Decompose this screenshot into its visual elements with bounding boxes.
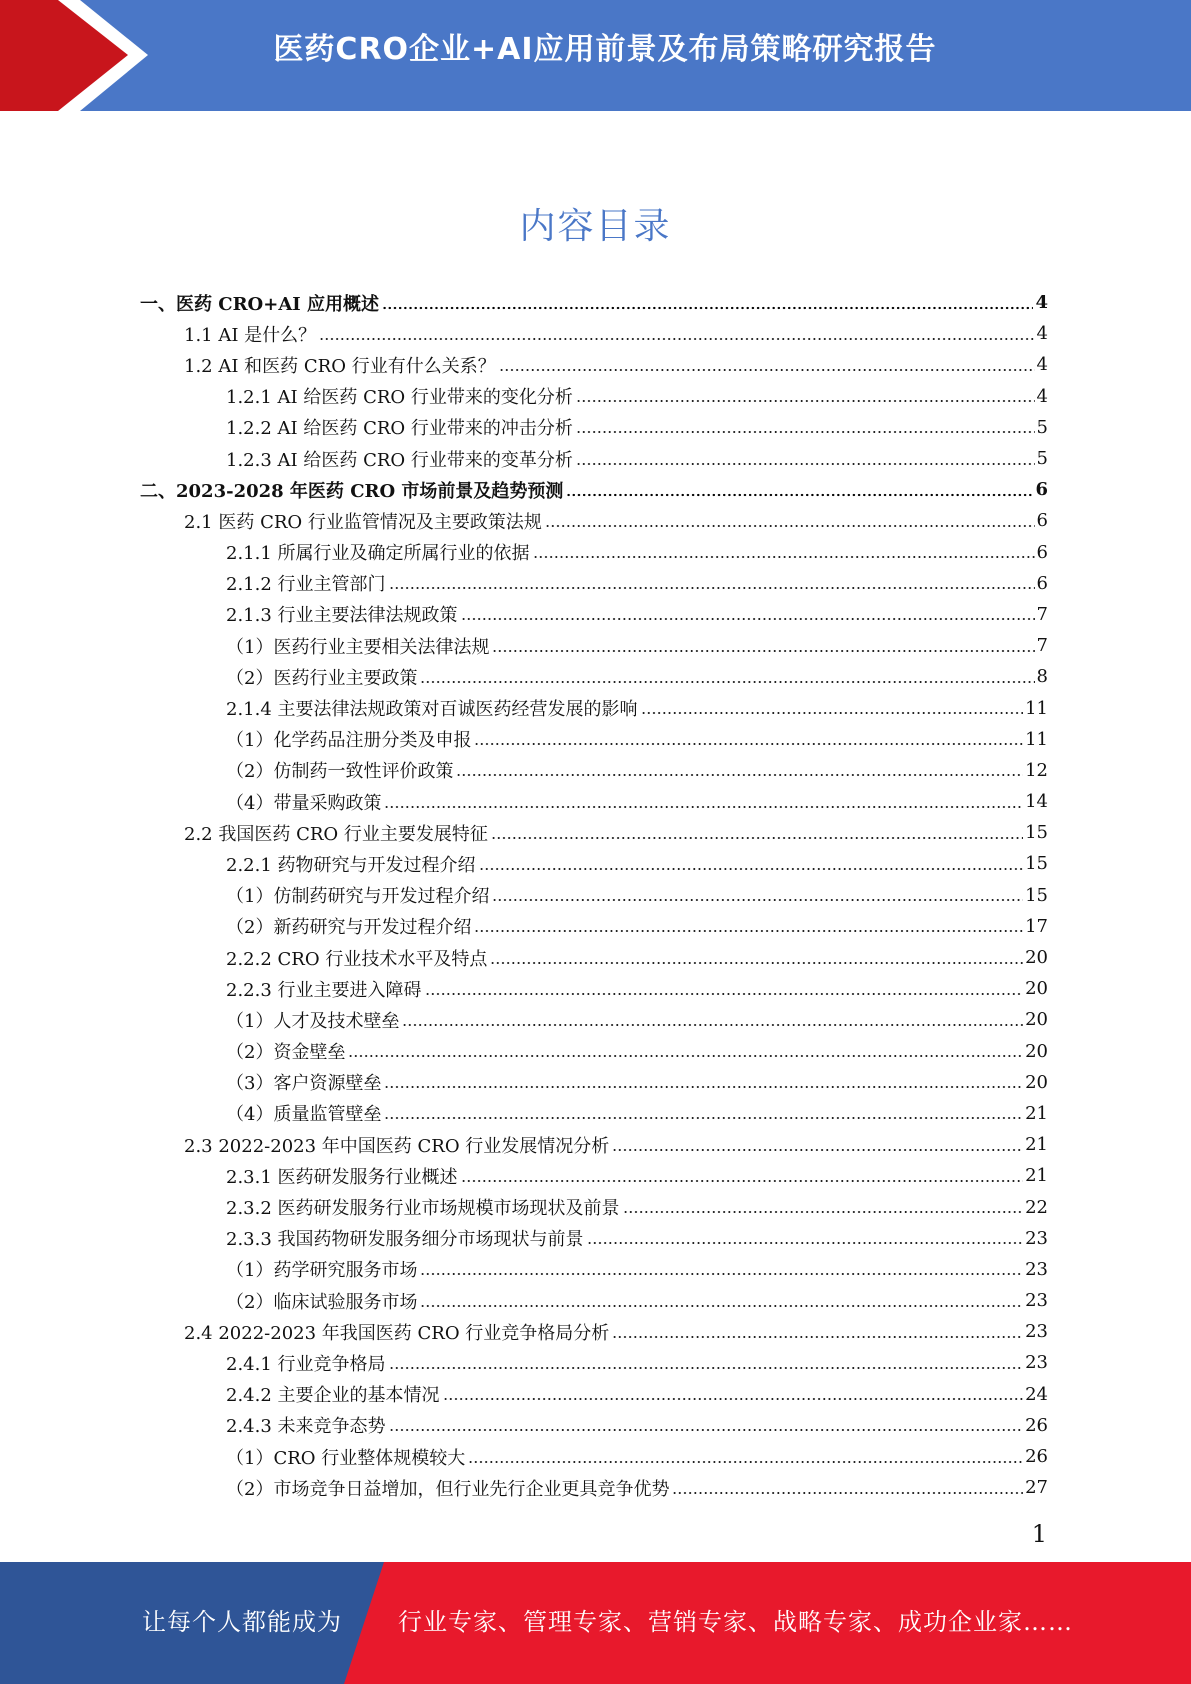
toc-entry-page: 6 bbox=[1036, 510, 1048, 532]
toc-entry-label: 2.1.2 行业主管部门 bbox=[226, 574, 386, 596]
toc-dot-leader bbox=[672, 1490, 1023, 1496]
toc-dot-leader bbox=[499, 367, 1035, 373]
toc-dot-leader bbox=[533, 554, 1035, 560]
toc-entry-label: 1.2.2 AI 给医药 CRO 行业带来的冲击分析 bbox=[226, 418, 573, 440]
toc-entry[interactable] bbox=[140, 1067, 1048, 1098]
toc-entry-label: 2.1.4 主要法律法规政策对百诚医药经营发展的影响 bbox=[226, 699, 638, 721]
toc-entry[interactable] bbox=[140, 349, 1048, 380]
toc-entry[interactable] bbox=[140, 786, 1048, 817]
toc-entry[interactable] bbox=[140, 1285, 1048, 1316]
toc-entry-label: 2.3.3 我国药物研发服务细分市场现状与前景 bbox=[226, 1229, 584, 1251]
page-number: 1 bbox=[1031, 1520, 1047, 1548]
toc-entry-page: 4 bbox=[1036, 323, 1048, 345]
toc-entry-page: 5 bbox=[1036, 416, 1048, 438]
toc-entry-page: 21 bbox=[1025, 1102, 1048, 1124]
toc-dot-leader bbox=[612, 1334, 1023, 1340]
toc-entry-page: 21 bbox=[1025, 1134, 1048, 1156]
toc-entry-label: 2.2.2 CRO 行业技术水平及特点 bbox=[226, 948, 488, 970]
toc-entry-page: 4 bbox=[1036, 385, 1048, 407]
toc-entry-page: 23 bbox=[1025, 1258, 1048, 1280]
toc-entry-page: 15 bbox=[1025, 884, 1048, 906]
page-footer bbox=[0, 1562, 1191, 1684]
toc-entry-page: 20 bbox=[1025, 978, 1048, 1000]
toc-entry[interactable] bbox=[140, 1472, 1048, 1503]
toc-entry[interactable] bbox=[140, 412, 1048, 443]
toc-entry-page: 23 bbox=[1025, 1321, 1048, 1343]
toc-dot-leader bbox=[389, 1365, 1024, 1371]
toc-entry[interactable] bbox=[140, 599, 1048, 630]
toc-entry-label: （1）仿制药研究与开发过程介绍 bbox=[226, 886, 490, 908]
toc-entry-page: 26 bbox=[1025, 1446, 1048, 1468]
toc-entry-label: 二、2023-2028 年医药 CRO 市场前景及趋势预测 bbox=[140, 480, 564, 502]
toc-entry[interactable] bbox=[140, 381, 1048, 412]
toc-dot-leader bbox=[479, 866, 1024, 872]
toc-entry-page: 5 bbox=[1036, 448, 1048, 470]
toc-entry-label: （2）新药研究与开发过程介绍 bbox=[226, 917, 472, 939]
toc-dot-leader bbox=[566, 492, 1033, 498]
toc-entry-label: 2.2.1 药物研究与开发过程介绍 bbox=[226, 854, 476, 876]
toc-dot-leader bbox=[474, 741, 1023, 747]
toc-entry[interactable] bbox=[140, 1160, 1048, 1191]
toc-entry-page: 27 bbox=[1025, 1477, 1048, 1499]
report-title: 医药CRO企业+AI应用前景及布局策略研究报告 bbox=[273, 32, 937, 67]
toc-entry-page: 14 bbox=[1025, 791, 1048, 813]
toc-entry-page: 20 bbox=[1025, 947, 1048, 969]
toc-entry[interactable] bbox=[140, 1223, 1048, 1254]
toc-entry[interactable] bbox=[140, 1191, 1048, 1222]
toc-entry[interactable] bbox=[140, 692, 1048, 723]
toc-dot-leader bbox=[319, 336, 1034, 342]
toc-dot-leader bbox=[456, 772, 1023, 778]
toc-entry-label: 1.2.3 AI 给医药 CRO 行业带来的变革分析 bbox=[226, 449, 573, 471]
toc-entry-page: 8 bbox=[1036, 666, 1048, 688]
toc-dot-leader bbox=[490, 960, 1023, 966]
toc-entry-page: 17 bbox=[1025, 915, 1048, 937]
toc-entry-label: 2.4.3 未来竞争态势 bbox=[226, 1416, 386, 1438]
toc-dot-leader bbox=[425, 991, 1024, 997]
toc-dot-leader bbox=[474, 928, 1023, 934]
toc-dot-leader bbox=[389, 1427, 1024, 1433]
toc-entry-label: 2.1 医药 CRO 行业监管情况及主要政策法规 bbox=[184, 511, 542, 533]
toc-entry-label: 2.1.3 行业主要法律法规政策 bbox=[226, 605, 458, 627]
toc-entry[interactable] bbox=[140, 287, 1048, 318]
toc-entry-label: （2）医药行业主要政策 bbox=[226, 667, 418, 689]
toc-entry[interactable] bbox=[140, 1129, 1048, 1160]
toc-entry-label: （2）临床试验服务市场 bbox=[226, 1291, 418, 1313]
toc-entry-label: 2.3.1 医药研发服务行业概述 bbox=[226, 1166, 458, 1188]
toc-entry-label: 2.4 2022-2023 年我国医药 CRO 行业竞争格局分析 bbox=[184, 1322, 610, 1344]
toc-entry[interactable] bbox=[140, 1379, 1048, 1410]
toc-entry[interactable] bbox=[140, 973, 1048, 1004]
toc-entry[interactable] bbox=[140, 1254, 1048, 1285]
toc-entry-page: 20 bbox=[1025, 1071, 1048, 1093]
toc-dot-leader bbox=[461, 1178, 1024, 1184]
toc-entry-label: 2.2.3 行业主要进入障碍 bbox=[226, 979, 422, 1001]
toc-dot-leader bbox=[623, 1209, 1024, 1215]
toc-entry-page: 4 bbox=[1035, 292, 1048, 314]
toc-dot-leader bbox=[641, 710, 1024, 716]
toc-entry-page: 26 bbox=[1025, 1414, 1048, 1436]
toc-entry-page: 22 bbox=[1025, 1196, 1048, 1218]
toc-entry-label: （4）带量采购政策 bbox=[226, 792, 382, 814]
toc-entry-label: （1）医药行业主要相关法律法规 bbox=[226, 636, 490, 658]
toc-entry-label: 2.3.2 医药研发服务行业市场规模市场现状及前景 bbox=[226, 1198, 620, 1220]
toc-dot-leader bbox=[420, 1303, 1023, 1309]
toc-entry-page: 12 bbox=[1025, 759, 1048, 781]
toc-entry-label: （2）资金壁垒 bbox=[226, 1042, 346, 1064]
toc-entry[interactable] bbox=[140, 1347, 1048, 1378]
toc-entry-label: （4）质量监管壁垒 bbox=[226, 1104, 382, 1126]
toc-entry-label: 1.2.1 AI 给医药 CRO 行业带来的变化分析 bbox=[226, 387, 573, 409]
toc-entry-page: 4 bbox=[1036, 354, 1048, 376]
toc-entry-label: （1）化学药品注册分类及申报 bbox=[226, 730, 472, 752]
toc-entry-label: 2.2 我国医药 CRO 行业主要发展特征 bbox=[184, 823, 488, 845]
toc-dot-leader bbox=[587, 1240, 1024, 1246]
toc-entry-label: 1.2 AI 和医药 CRO 行业有什么关系？ bbox=[184, 355, 496, 377]
toc-dot-leader bbox=[382, 305, 1034, 311]
toc-entry[interactable] bbox=[140, 1316, 1048, 1347]
toc-entry-label: 2.3 2022-2023 年中国医药 CRO 行业发展情况分析 bbox=[184, 1135, 610, 1157]
toc-entry[interactable] bbox=[140, 1004, 1048, 1035]
toc-entry[interactable] bbox=[140, 318, 1048, 349]
toc-entry-page: 15 bbox=[1025, 853, 1048, 875]
toc-entry-page: 23 bbox=[1025, 1352, 1048, 1374]
toc-entry-label: 2.4.2 主要企业的基本情况 bbox=[226, 1385, 440, 1407]
toc-dot-leader bbox=[576, 398, 1035, 404]
toc-dot-leader bbox=[468, 1459, 1023, 1465]
toc-dot-leader bbox=[389, 585, 1035, 591]
toc-dot-leader bbox=[384, 1115, 1023, 1121]
toc-entry-label: （1）药学研究服务市场 bbox=[226, 1260, 418, 1282]
table-of-contents bbox=[140, 287, 1048, 1503]
toc-entry[interactable] bbox=[140, 724, 1048, 755]
toc-entry-page: 23 bbox=[1025, 1290, 1048, 1312]
toc-entry-label: 2.4.1 行业竞争格局 bbox=[226, 1353, 386, 1375]
toc-dot-leader bbox=[492, 897, 1023, 903]
page-header bbox=[0, 0, 1191, 111]
toc-entry[interactable] bbox=[140, 568, 1048, 599]
toc-entry[interactable] bbox=[140, 630, 1048, 661]
toc-entry-page: 21 bbox=[1025, 1165, 1048, 1187]
toc-entry[interactable] bbox=[140, 911, 1048, 942]
toc-title: 内容目录 bbox=[519, 206, 672, 247]
toc-entry-label: 一、医药 CRO+AI 应用概述 bbox=[140, 293, 379, 315]
toc-dot-leader bbox=[420, 679, 1034, 685]
toc-entry-page: 7 bbox=[1036, 635, 1048, 657]
footer-slogan-left: 让每个人都能成为 bbox=[142, 1608, 342, 1636]
toc-dot-leader bbox=[402, 1022, 1023, 1028]
toc-entry[interactable] bbox=[140, 474, 1048, 505]
toc-entry[interactable] bbox=[140, 1036, 1048, 1067]
toc-dot-leader bbox=[384, 804, 1023, 810]
toc-entry-label: 2.1.1 所属行业及确定所属行业的依据 bbox=[226, 543, 530, 565]
toc-entry-page: 6 bbox=[1036, 572, 1048, 594]
toc-dot-leader bbox=[443, 1396, 1024, 1402]
toc-dot-leader bbox=[461, 616, 1035, 622]
toc-entry[interactable] bbox=[140, 880, 1048, 911]
toc-entry-page: 20 bbox=[1025, 1040, 1048, 1062]
toc-entry[interactable] bbox=[140, 1098, 1048, 1129]
header-arrow-icon bbox=[0, 0, 150, 111]
toc-dot-leader bbox=[420, 1271, 1023, 1277]
toc-entry-page: 20 bbox=[1025, 1009, 1048, 1031]
toc-entry-label: （2）市场竞争日益增加，但行业先行企业更具竞争优势 bbox=[226, 1478, 670, 1500]
toc-entry-page: 11 bbox=[1025, 728, 1048, 750]
toc-dot-leader bbox=[491, 835, 1023, 841]
toc-entry-label: （3）客户资源壁垒 bbox=[226, 1073, 382, 1095]
toc-entry[interactable] bbox=[140, 505, 1048, 536]
toc-entry-label: （2）仿制药一致性评价政策 bbox=[226, 761, 454, 783]
toc-entry[interactable] bbox=[140, 661, 1048, 692]
toc-entry-page: 6 bbox=[1036, 541, 1048, 563]
toc-dot-leader bbox=[348, 1053, 1023, 1059]
toc-entry[interactable] bbox=[140, 1410, 1048, 1441]
toc-entry-page: 6 bbox=[1035, 479, 1048, 501]
toc-dot-leader bbox=[576, 429, 1035, 435]
toc-entry[interactable] bbox=[140, 817, 1048, 848]
toc-entry[interactable] bbox=[140, 537, 1048, 568]
toc-entry-page: 11 bbox=[1025, 697, 1048, 719]
toc-entry-label: （1）CRO 行业整体规模较大 bbox=[226, 1447, 466, 1469]
toc-entry[interactable] bbox=[140, 942, 1048, 973]
toc-entry-label: 1.1 AI 是什么？ bbox=[184, 324, 317, 346]
toc-entry-page: 7 bbox=[1036, 603, 1048, 625]
toc-dot-leader bbox=[576, 461, 1035, 467]
toc-entry-label: （1）人才及技术壁垒 bbox=[226, 1010, 400, 1032]
footer-slogan-right: 行业专家、管理专家、营销专家、战略专家、成功企业家…… bbox=[398, 1608, 1073, 1636]
toc-entry[interactable] bbox=[140, 1441, 1048, 1472]
toc-entry-page: 23 bbox=[1025, 1227, 1048, 1249]
toc-dot-leader bbox=[545, 523, 1035, 529]
toc-dot-leader bbox=[492, 648, 1034, 654]
toc-entry[interactable] bbox=[140, 443, 1048, 474]
toc-entry[interactable] bbox=[140, 848, 1048, 879]
toc-dot-leader bbox=[384, 1084, 1023, 1090]
toc-entry[interactable] bbox=[140, 755, 1048, 786]
toc-entry-page: 15 bbox=[1025, 822, 1048, 844]
toc-entry-page: 24 bbox=[1025, 1383, 1048, 1405]
toc-dot-leader bbox=[612, 1147, 1023, 1153]
